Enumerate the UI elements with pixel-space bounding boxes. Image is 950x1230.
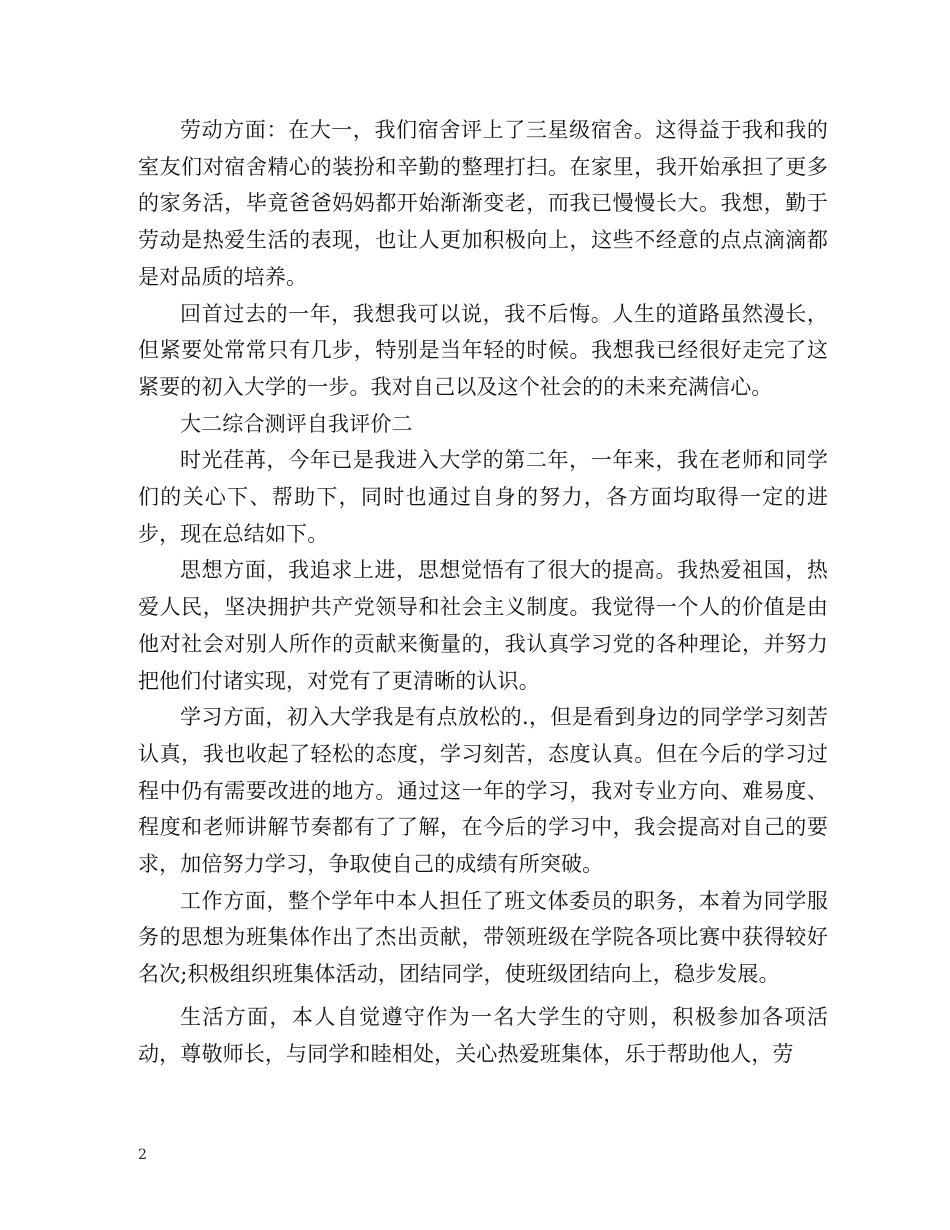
paragraph-study: 学习方面，初入大学我是有点放松的.，但是看到身边的同学学习刻苦认真，我也收起了轻松的态度，学习刻苦，态度认真。但在今后的学习过程中仍有需要改进的地方。通过这一年的学习，我对专业方向、难易度、程度和老师讲解节奏都有了了解，在今后的学习中，我会提高对自己的要求，加倍努力学习，争取使自己的成绩有所突破。 — [138, 705, 828, 877]
paragraph-intro: 时光荏苒，今年已是我进入大学的第二年，一年来，我在老师和同学们的关心下、帮助下，同时也通过自身的努力，各方面均取得一定的进步，现在总结如下。 — [138, 448, 828, 546]
paragraph-looking-back: 回首过去的一年，我想我可以说，我不后悔。人生的道路虽然漫长，但紧要处常常只有几步，特别是当年轻的时候。我想我已经很好走完了这紧要的初入大学的一步。我对自己以及这个社会的的未来充满信心。 — [138, 301, 828, 399]
page-number: 2 — [138, 1147, 147, 1163]
paragraph-life: 生活方面，本人自觉遵守作为一名大学生的守则，积极参加各项活动，尊敬师长，与同学和睦相处，关心热爱班集体，乐于帮助他人，劳 — [138, 1004, 828, 1066]
paragraph-labor: 劳动方面：在大一，我们宿舍评上了三星级宿舍。这得益于我和我的室友们对宿舍精心的装扮和辛勤的整理打扫。在家里，我开始承担了更多的家务活，毕竟爸爸妈妈都开始渐渐变老，而我已慢慢长大。我想，勤于劳动是热爱生活的表现，也让人更加积极向上，这些不经意的点点滴滴都是对品质的培养。 — [138, 118, 828, 289]
paragraph-ideology: 思想方面，我追求上进，思想觉悟有了很大的提高。我热爱祖国，热爱人民，坚决拥护共产党领导和社会主义制度。我觉得一个人的价值是由他对社会对别人所作的贡献来衡量的，我认真学习党的各种理论，并努力把他们付诸实现，对党有了更清晰的认识。 — [138, 558, 828, 693]
paragraph-work: 工作方面，整个学年中本人担任了班文体委员的职务，本着为同学服务的思想为班集体作出了杰出贡献，带领班级在学院各项比赛中获得较好名次;积极组织班集体活动，团结同学，使班级团结向上，稳步发展。 — [138, 888, 828, 987]
document-body — [138, 112, 828, 1072]
section-heading: 大二综合测评自我评价二 — [180, 411, 413, 436]
